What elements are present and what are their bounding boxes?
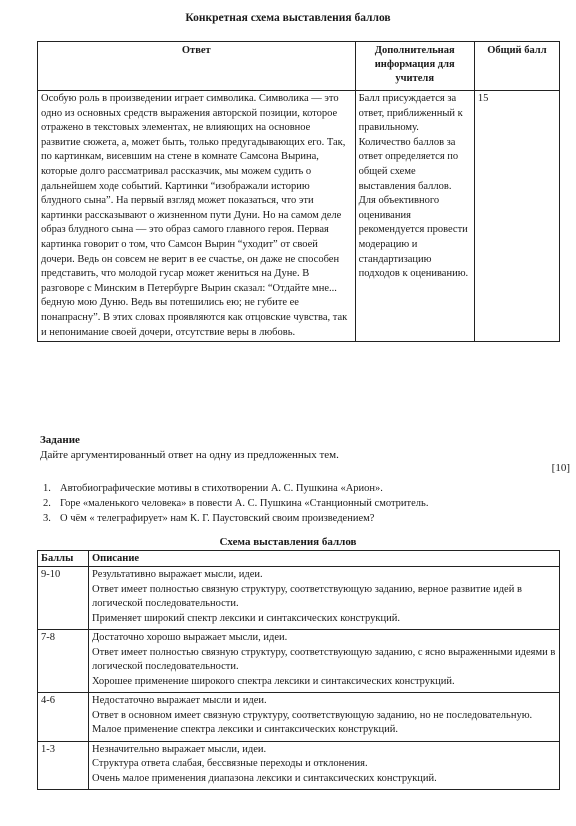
description-line: Ответ имеет полностью связную структуру, соответствующую заданию, с ясно выраженными идеями в логической последовательности. <box>92 646 556 672</box>
answer-text: Особую роль в произведении играет символика. Символика — это одно из основных средств выражения авторской позиции, которое отражено в текстовых элементах, не влияющих на основное развитие сюжета, а, может быть, только предугадывающих его. Так, по картинкам, висевшим на стене в комнате Самсона Вырина, которые долго рассматривал рассказчик, мы можем судить о дальнейшем ходе событий. Картинки “изображали историю блудного сына”. На первый взгляд может показаться, что эти картинки рассказывают о жизненном пути Дуни. Но на самом деле образ блудного сына — это образ самого главного героя. Первая картинка говорит о том, что Самсон Вырин “уходит” от своей дочери. Ведь он совсем не верит в ее счастье, он даже не способен представить, что молодой гусар может жениться на Дуне. В разговоре с Минским в Петербурге Вырин сказал: “Отдайте мне... бедную мою Дуню. Ведь вы потешились ею; не губите ее понапрасну”. В этих словах проявляются как отцовские чувства, так и непонимание своей дочери, отсутствие веры в любовь. <box>38 91 356 342</box>
description-line: Достаточно хорошо выражает мысли, идеи. <box>92 632 288 643</box>
score-range: 9-10 <box>38 567 89 630</box>
description-line: Ответ имеет полностью связную структуру, соответствующую заданию, верное развитие идей в логической последовательности. <box>92 583 522 609</box>
topic-text: Горе «маленького человека» в повести А. С. Пушкина «Станционный смотритель. <box>60 498 429 509</box>
description-line: Структура ответа слабая, бессвязные переходы и отклонения. <box>92 758 368 769</box>
answer-table-header <box>38 42 560 91</box>
topic-number: 1. <box>43 483 51 494</box>
task-points: [10] <box>551 462 570 474</box>
topic-text: О чём « телеграфирует» нам К. Г. Паустовский своим произведением? <box>60 513 375 524</box>
scoring-table-header <box>38 551 560 567</box>
scheme-title: Схема выставления баллов <box>219 536 357 548</box>
topic-item <box>40 496 428 511</box>
header-teacher-info: Дополнительная информация для учителя <box>355 42 474 91</box>
scoring-row <box>38 741 560 790</box>
description-line: Очень малое применения диапазона лексики и синтаксических конструкций. <box>92 772 437 784</box>
scoring-row <box>38 693 560 742</box>
header-points: Баллы <box>38 551 89 567</box>
score-description <box>89 567 560 630</box>
scoring-row <box>38 630 560 693</box>
score-description <box>89 630 560 693</box>
score-description <box>89 741 560 790</box>
teacher-info-text: Балл присуждается за ответ, приближенный к правильному. Количество баллов за ответ определяется по общей схеме выставления баллов. Для объективного оценивания рекомендуется провести модерацию и стандартизацию подходов к оцениванию. <box>355 91 474 342</box>
description-line: Ответ в основном имеет связную структуру, соответствующую заданию, но не последовательную. <box>92 709 533 721</box>
description-line: Применяет широкий спектр лексики и синтаксических конструкций. <box>92 612 400 624</box>
topic-list <box>40 481 428 526</box>
total-score-value: 15 <box>474 91 559 342</box>
document-title: Конкретная схема выставления баллов <box>185 12 391 24</box>
answer-table-row <box>38 91 560 342</box>
answer-table <box>37 41 560 342</box>
score-range: 7-8 <box>38 630 89 693</box>
topic-number: 2. <box>43 498 51 509</box>
score-range: 4-6 <box>38 693 89 742</box>
topic-item <box>40 481 428 496</box>
header-description: Описание <box>89 551 560 567</box>
header-answer: Ответ <box>38 42 356 91</box>
description-line: Хорошее применение широкого спектра лексики и синтаксических конструкций. <box>92 675 455 687</box>
description-line: Результативно выражает мысли, идеи. <box>92 569 263 580</box>
score-range: 1-3 <box>38 741 89 790</box>
topic-number: 3. <box>43 513 51 524</box>
task-title: Задание <box>40 434 80 446</box>
topic-item <box>40 511 428 526</box>
topic-text: Автобиографические мотивы в стихотворении А. С. Пушкина «Арион». <box>60 483 383 494</box>
description-line: Недостаточно выражает мысли и идеи. <box>92 695 267 706</box>
score-description <box>89 693 560 742</box>
scoring-table <box>37 550 560 790</box>
header-total-score: Общий балл <box>474 42 559 91</box>
task-text: Дайте аргументированный ответ на одну из предложенных тем. <box>40 449 339 461</box>
scoring-row <box>38 567 560 630</box>
description-line: Малое применение спектра лексики и синтаксических конструкций. <box>92 724 398 735</box>
description-line: Незначительно выражает мысли, идеи. <box>92 743 267 755</box>
